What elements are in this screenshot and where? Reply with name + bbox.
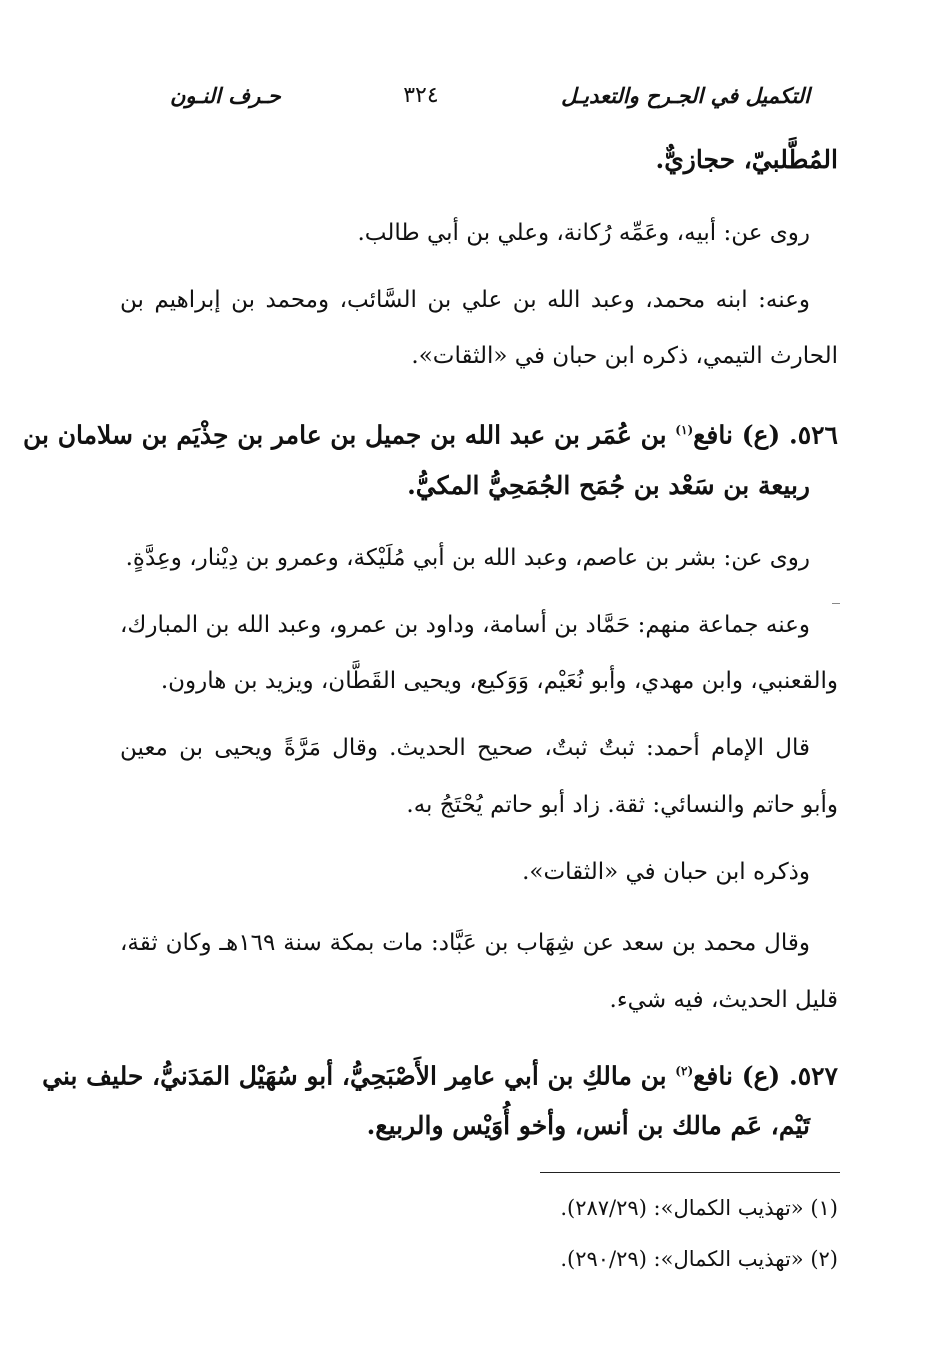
- death-note-line-2: قليل الحديث، فيه شيء.: [609, 987, 838, 1013]
- assessment-line-1: قال الإمام أحمد: ثبتٌ ثبتٌ، صحيح الحديث. وقال مَرَّةً ويحيى بن معين: [120, 735, 810, 761]
- footnote-2: (٢) «تهذيب الكمال»: (٢٩٠/٢٩).: [560, 1247, 838, 1271]
- footnote-ref: (٢): [675, 1064, 694, 1078]
- narrated-from: روى عن: بشر بن عاصم، وعبد الله بن أبي مُلَيْكة، وعمرو بن دِيْنار، وعِدَّةٍ.: [125, 545, 810, 571]
- entry-527-heading-line-2: تَيْم، عَم مالك بن أنس، وأخو أُوَيْس والربيع.: [366, 1111, 810, 1140]
- entry-name: نافع: [693, 1061, 733, 1091]
- entry-code: (ع): [741, 1061, 781, 1091]
- margin-mark: [832, 603, 840, 604]
- narrators-line-2: الحارث التيمي، ذكره ابن حبان في «الثقات».: [411, 343, 838, 369]
- narrators-line-1: وعنه جماعة منهم: حَمَّاد بن أسامة، وداود بن عمرو، وعبد الله بن المبارك،: [120, 612, 810, 638]
- thiqat-mention: وذكره ابن حبان في «الثقات».: [522, 859, 810, 885]
- footnote-1: (١) «تهذيب الكمال»: (٢٨٧/٢٩).: [560, 1196, 838, 1220]
- narrated-from: روى عن: أبيه، وعَمِّه رُكانة، وعلي بن أبي طالب.: [357, 220, 810, 246]
- entry-527-heading: [42, 1051, 838, 1091]
- entry-name: نافع: [693, 420, 733, 450]
- narrators-line-1: وعنه: ابنه محمد، وعبد الله بن علي بن السَّائب، ومحمد بن إبراهيم بن: [120, 287, 810, 313]
- entry-continuation: المُطَّلبيّ، حجازيٌّ.: [655, 145, 838, 174]
- section-title: حـرف النـون: [170, 82, 281, 108]
- narrators-line-2: والقعنبي، وابن مهدي، وأبو نُعَيْم، وَوَكيع، ويحيى القَطَّان، ويزيد بن هارون.: [160, 668, 838, 694]
- entry-number: ٥٢٧.: [788, 1061, 838, 1091]
- assessment-line-2: وأبو حاتم والنسائي: ثقة. زاد أبو حاتم يُحْتَجُ به.: [406, 792, 838, 818]
- entry-lineage: بن مالكِ بن أبي عامِر الأَصْبَحِيُّ، أبو سُهَيْل المَدَنيُّ، حليف بني: [42, 1061, 667, 1091]
- death-note-line-1: وقال محمد بن سعد عن شِهَاب بن عَبَّاد: مات بمكة سنة ١٦٩هـ وكان ثقة،: [120, 930, 810, 956]
- footnote-ref: (١): [675, 423, 694, 437]
- entry-526-heading-line-2: ربيعة بن سَعْد بن جُمَح الجُمَحِيُّ المكيُّ.: [407, 471, 810, 500]
- entry-code: (ع): [741, 420, 781, 450]
- book-title: التكميل في الجـرح والتعديـل: [561, 82, 810, 108]
- page-number: ٣٢٤: [403, 82, 439, 108]
- footnote-separator: [540, 1172, 840, 1173]
- entry-number: ٥٢٦.: [788, 420, 838, 450]
- entry-526-heading: [23, 410, 838, 450]
- running-header: [170, 78, 810, 112]
- entry-lineage: بن عُمَر بن عبد الله بن جميل بن عامر بن حِذْيَم بن سلامان بن: [23, 420, 667, 450]
